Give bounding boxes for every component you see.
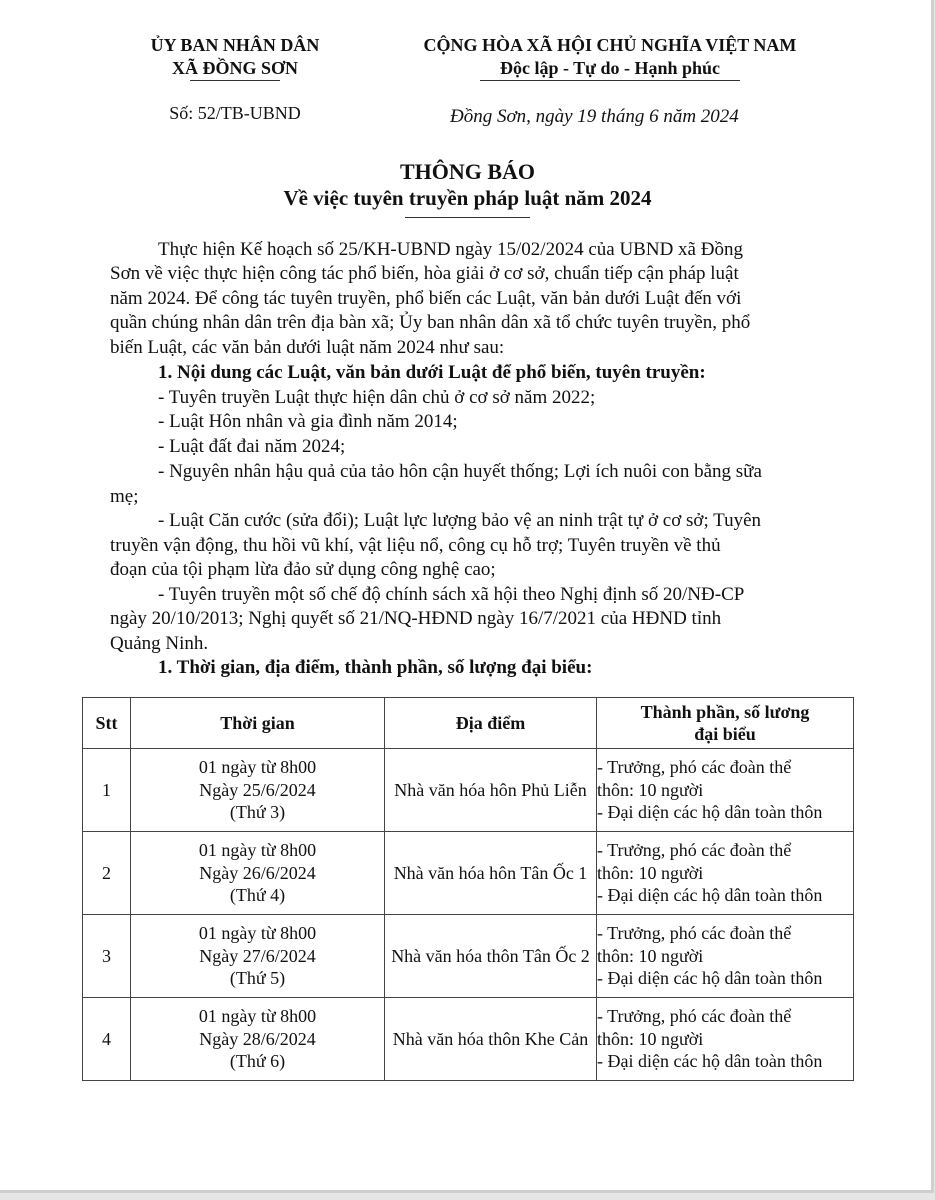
agency-name: ỦY BAN NHÂN DÂN	[150, 35, 320, 55]
national-motto: Độc lập - Tự do - Hạnh phúc	[499, 58, 721, 78]
cell-time	[131, 998, 385, 1081]
list-item: - Nguyên nhân hậu quả của tảo hôn cận huyết thống; Lợi ích nuôi con bằng sữa	[158, 461, 762, 482]
place-date: Đồng Sơn, ngày 19 tháng 6 năm 2024	[450, 106, 739, 127]
list-item-continuation: mẹ;	[110, 486, 139, 507]
time-line: (Thứ 5)	[229, 968, 286, 989]
cell-place: Nhà văn hóa hôn Tân Ốc 1	[385, 832, 597, 915]
section-heading: 1. Thời gian, địa điểm, thành phần, số lượng đại biểu:	[158, 657, 593, 678]
list-item-continuation: truyền vận động, thu hồi vũ khí, vật liệu nổ, công cụ hỗ trợ; Tuyên truyền về thủ	[110, 535, 721, 556]
list-item: - Luật Căn cước (sửa đổi); Luật lực lượng bảo vệ an ninh trật tự ở cơ sở; Tuyên	[158, 510, 761, 531]
cell-place: Nhà văn hóa hôn Phủ Liễn	[385, 749, 597, 832]
cell-stt: 1	[83, 749, 131, 832]
header-participants-line: Thành phần, số lương	[640, 701, 810, 722]
cell-participants	[597, 749, 854, 832]
participants-line: - Đại diện các hộ dân toàn thôn	[597, 802, 823, 823]
participants-line: - Trưởng, phó các đoàn thể	[597, 840, 792, 861]
cell-stt: 3	[83, 915, 131, 998]
header-participants-line: đại biểu	[694, 724, 756, 744]
participants-line: - Trưởng, phó các đoàn thể	[597, 923, 792, 944]
participants-line: - Trưởng, phó các đoàn thể	[597, 757, 792, 778]
list-item-continuation: Quảng Ninh.	[110, 633, 209, 654]
time-line: 01 ngày từ 8h00	[198, 923, 317, 944]
cell-place: Nhà văn hóa thôn Tân Ốc 2	[385, 915, 597, 998]
time-line: Ngày 27/6/2024	[199, 945, 316, 966]
intro-line: quần chúng nhân dân trên địa bàn xã; Ủy ban nhân dân xã tổ chức tuyên truyền, phổ	[110, 312, 751, 333]
time-line: Ngày 26/6/2024	[199, 862, 316, 883]
table-row	[83, 832, 854, 915]
header-participants	[597, 698, 854, 749]
participants-line: - Trưởng, phó các đoàn thể	[597, 1006, 792, 1027]
list-item: - Tuyên truyền Luật thực hiện dân chủ ở cơ sở năm 2022;	[158, 387, 596, 408]
participants-line: thôn: 10 người	[597, 945, 704, 966]
intro-line: Thực hiện Kế hoạch số 25/KH-UBND ngày 15/02/2024 của UBND xã Đồng	[158, 239, 743, 260]
header-place: Địa điểm	[385, 698, 597, 749]
list-item: - Luật Hôn nhân và gia đình năm 2014;	[158, 411, 458, 432]
list-item: - Tuyên truyền một số chế độ chính sách xã hội theo Nghị định số 20/NĐ-CP	[158, 584, 745, 605]
cell-stt: 4	[83, 998, 131, 1081]
motto-underline	[480, 80, 740, 81]
time-line: 01 ngày từ 8h00	[198, 1006, 317, 1027]
participants-line: - Đại diện các hộ dân toàn thôn	[597, 968, 823, 989]
cell-participants	[597, 832, 854, 915]
participants-line: - Đại diện các hộ dân toàn thôn	[597, 885, 823, 906]
table-header-row	[83, 698, 854, 749]
table-row	[83, 998, 854, 1081]
table-row	[83, 915, 854, 998]
participants-line: thôn: 10 người	[597, 1028, 704, 1049]
national-title: CỘNG HÒA XÃ HỘI CHỦ NGHĨA VIỆT NAM	[423, 35, 797, 55]
intro-line: năm 2024. Để công tác tuyên truyền, phổ biến các Luật, văn bản dưới Luật đến với	[110, 288, 742, 309]
time-line: (Thứ 4)	[229, 885, 286, 906]
list-item: - Luật đất đai năm 2024;	[158, 436, 346, 457]
document-title: THÔNG BÁO	[399, 159, 536, 184]
schedule-table	[82, 697, 854, 1081]
header-time: Thời gian	[131, 698, 385, 749]
cell-time	[131, 832, 385, 915]
document-subtitle: Về việc tuyên truyền pháp luật năm 2024	[283, 186, 652, 210]
cell-participants	[597, 915, 854, 998]
list-item-continuation: ngày 20/10/2013; Nghị quyết số 21/NQ-HĐND ngày 16/7/2021 của HĐND tỉnh	[110, 608, 722, 629]
table-row	[83, 749, 854, 832]
document-number: Số: 52/TB-UBND	[169, 103, 301, 123]
agency-underline	[190, 80, 280, 81]
cell-place: Nhà văn hóa thôn Khe Cản	[385, 998, 597, 1081]
commune-name: XÃ ĐỒNG SƠN	[171, 58, 298, 78]
cell-time	[131, 749, 385, 832]
cell-stt: 2	[83, 832, 131, 915]
participants-line: thôn: 10 người	[597, 779, 704, 800]
title-underline	[405, 217, 530, 218]
time-line: (Thứ 3)	[229, 802, 286, 823]
participants-line: - Đại diện các hộ dân toàn thôn	[597, 1051, 823, 1072]
participants-line: thôn: 10 người	[597, 862, 704, 883]
time-line: 01 ngày từ 8h00	[198, 757, 317, 778]
time-line: (Thứ 6)	[229, 1051, 286, 1072]
intro-line: Sơn về việc thực hiện công tác phổ biến, hòa giải ở cơ sở, chuẩn tiếp cận pháp luật	[110, 263, 739, 284]
intro-line: biến Luật, các văn bản dưới luật năm 2024 như sau:	[110, 337, 505, 358]
header-stt: Stt	[83, 698, 131, 749]
time-line: Ngày 28/6/2024	[199, 1028, 316, 1049]
section-heading: 1. Nội dung các Luật, văn bản dưới Luật để phổ biến, tuyên truyền:	[158, 362, 706, 383]
cell-participants	[597, 998, 854, 1081]
list-item-continuation: đoạn của tội phạm lừa đảo sử dụng công nghệ cao;	[110, 559, 496, 580]
time-line: Ngày 25/6/2024	[199, 779, 316, 800]
time-line: 01 ngày từ 8h00	[198, 840, 317, 861]
cell-time	[131, 915, 385, 998]
